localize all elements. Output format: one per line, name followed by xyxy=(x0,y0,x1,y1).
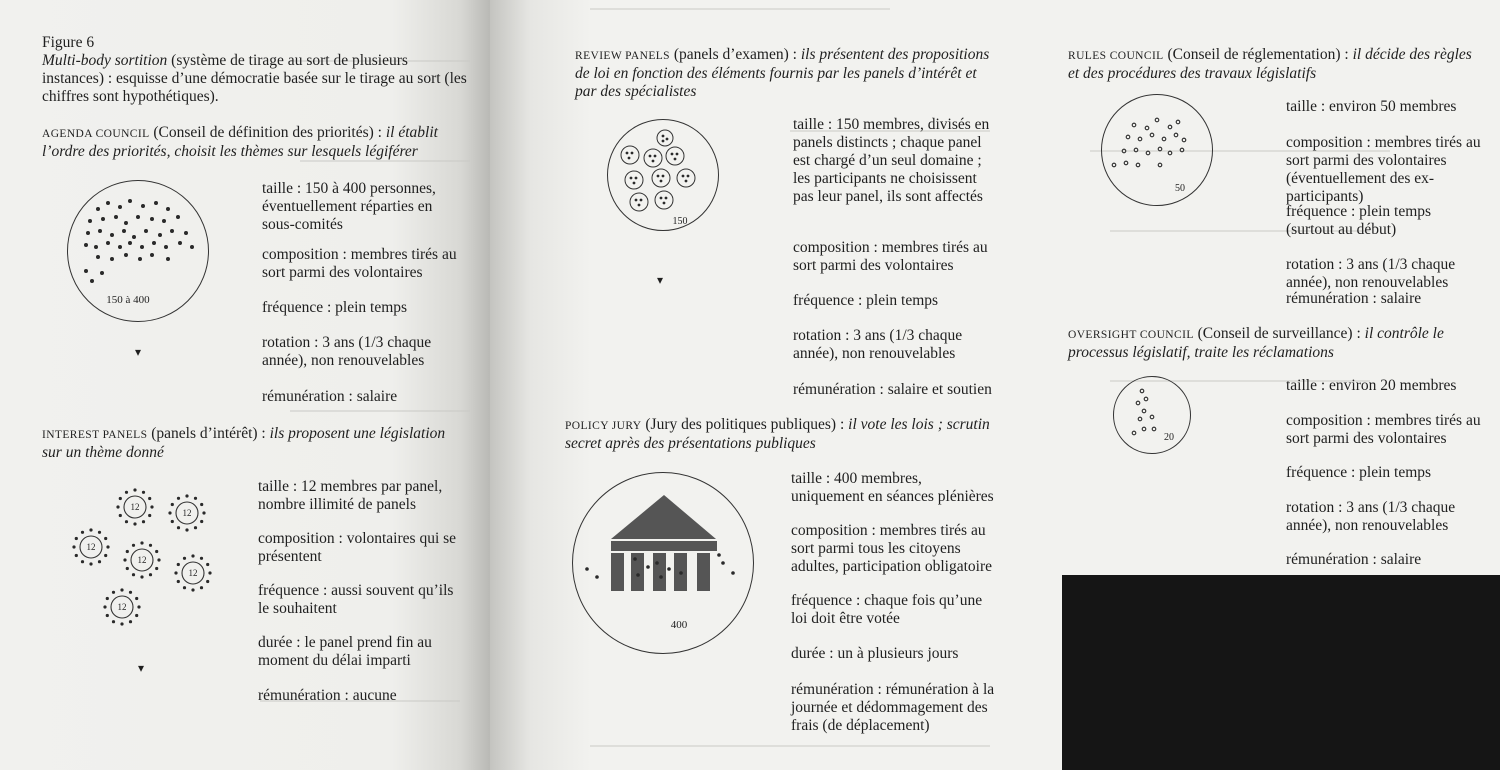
policy-heading xyxy=(565,416,995,453)
review-subpanels xyxy=(608,120,718,230)
agenda-dots xyxy=(68,181,208,321)
rules-rotation: rotation : 3 ans (1/3 chaque année), non renouvelables xyxy=(1286,256,1456,291)
member-dot xyxy=(142,520,145,523)
rules-circle-label: 50 xyxy=(1175,183,1185,194)
rules-dots xyxy=(1102,95,1212,205)
arrow-down-icon: ▾ xyxy=(138,661,145,675)
policy-paren: (Jury des politiques publiques) : xyxy=(641,416,849,433)
interest-taille: taille : 12 membres par panel, nombre illimité de panels xyxy=(258,478,443,513)
member-dot xyxy=(135,597,138,600)
member-dot xyxy=(194,526,197,529)
oversight-circle-label: 20 xyxy=(1164,432,1174,443)
member-dot xyxy=(129,591,132,594)
agenda-circle-label: 150 à 400 xyxy=(106,294,150,306)
interest-frequence: fréquence : aussi souvent qu’ils le souhaitent xyxy=(258,582,454,617)
interest-name: INTEREST PANELS xyxy=(42,429,148,441)
figure-label: Figure 6 xyxy=(42,34,95,51)
member-dot xyxy=(81,560,84,563)
rules-taille: taille : environ 50 membres xyxy=(1286,98,1457,115)
policy-frequence: fréquence : chaque fois qu’une loi doit être votée xyxy=(791,592,983,627)
interest-panels-graphic xyxy=(60,480,240,630)
member-dot xyxy=(120,588,123,591)
member-dot xyxy=(133,522,136,525)
scan-background xyxy=(1062,575,1500,770)
member-dot xyxy=(75,537,78,540)
figure-caption xyxy=(42,34,472,106)
oversight-remuneration: rémunération : salaire xyxy=(1286,551,1422,568)
member-dot xyxy=(148,514,151,517)
rules-circle xyxy=(1101,94,1213,206)
review-composition: composition : membres tirés au sort parmi des volontaires xyxy=(793,239,988,274)
interest-duree: durée : le panel prend fin au moment du délai imparti xyxy=(258,634,432,669)
panel-number: 12 xyxy=(117,602,127,612)
member-dot xyxy=(119,514,122,517)
panel-number: 12 xyxy=(86,542,96,552)
member-dot xyxy=(112,620,115,623)
member-dot xyxy=(104,554,107,557)
review-frequence: fréquence : plein temps xyxy=(793,292,939,309)
agenda-name: AGENDA COUNCIL xyxy=(42,128,150,140)
member-dot xyxy=(177,563,180,566)
oversight-circle xyxy=(1113,376,1191,454)
interest-remuneration: rémunération : aucune xyxy=(258,687,397,704)
member-dot xyxy=(119,497,122,500)
rules-composition: composition : membres tirés au sort parmi des volontaires (éventuellement des ex-participants) xyxy=(1286,134,1481,205)
interest-composition: composition : volontaires qui se présentent xyxy=(258,530,457,565)
review-name: REVIEW PANELS xyxy=(575,50,670,62)
member-dot xyxy=(174,571,177,574)
panel-number: 12 xyxy=(182,508,192,518)
member-dot xyxy=(200,520,203,523)
member-dot xyxy=(183,586,186,589)
member-dot xyxy=(140,575,143,578)
member-dot xyxy=(200,586,203,589)
policy-remuneration: rémunération : rémunération à la journée et dédommagement des frais (de déplacement) xyxy=(791,681,995,734)
agenda-heading xyxy=(42,124,472,161)
member-dot xyxy=(135,614,138,617)
left-page xyxy=(0,0,490,770)
panel-number: 12 xyxy=(130,502,140,512)
member-dot xyxy=(202,511,205,514)
member-dot xyxy=(208,571,211,574)
parliament-building-icon xyxy=(573,473,753,653)
agenda-frequence: fréquence : plein temps xyxy=(262,299,408,316)
interest-desc: ils proposent une législation sur un thème donné xyxy=(42,425,446,461)
review-circle xyxy=(607,119,719,231)
member-dot xyxy=(149,544,152,547)
member-dot xyxy=(89,562,92,565)
policy-circle-label: 400 xyxy=(670,619,688,631)
agenda-rotation: rotation : 3 ans (1/3 chaque année), non renouvelables xyxy=(262,334,432,369)
review-paren: (panels d’examen) : xyxy=(669,46,801,63)
member-dot xyxy=(185,528,188,531)
review-taille: taille : 150 membres, divisés en panels distincts ; chaque panel est chargé d’un seul domaine ; les participants ne choisissent pas leur panel, ils sont affectés xyxy=(793,116,990,205)
member-dot xyxy=(106,614,109,617)
oversight-dots xyxy=(1114,377,1190,453)
member-dot xyxy=(125,520,128,523)
member-dot xyxy=(171,520,174,523)
member-dot xyxy=(125,491,128,494)
member-dot xyxy=(106,597,109,600)
arrow-down-icon: ▾ xyxy=(135,345,142,359)
policy-desc: il vote les lois ; scrutin secret après des présentations publiques xyxy=(565,416,990,452)
member-dot xyxy=(129,620,132,623)
panel-number: 12 xyxy=(137,555,147,565)
panel-number: 12 xyxy=(188,568,198,578)
member-dot xyxy=(200,557,203,560)
oversight-name: OVERSIGHT COUNCIL xyxy=(1068,329,1194,341)
member-dot xyxy=(103,605,106,608)
figure-subtitle: (système de tirage au sort de plusieurs instances) : esquisse d’une démocratie basée sur le tirage au sort (les chiffres sont hypothétiques). xyxy=(42,52,467,105)
member-dot xyxy=(191,554,194,557)
member-dot xyxy=(132,544,135,547)
member-dot xyxy=(183,557,186,560)
member-dot xyxy=(206,580,209,583)
interest-paren: (panels d’intérêt) : xyxy=(147,425,270,442)
member-dot xyxy=(81,531,84,534)
member-dot xyxy=(126,550,129,553)
review-remuneration: rémunération : salaire et soutien xyxy=(793,381,992,398)
oversight-frequence: fréquence : plein temps xyxy=(1286,464,1432,481)
member-dot xyxy=(157,558,160,561)
member-dot xyxy=(112,591,115,594)
member-dot xyxy=(140,541,143,544)
oversight-taille: taille : environ 20 membres xyxy=(1286,377,1457,394)
member-dot xyxy=(89,528,92,531)
member-dot xyxy=(194,497,197,500)
review-desc: ils présentent des propositions de loi en fonction des éléments fournis par les panels d’intérêt et par des spécialistes xyxy=(575,46,990,100)
agenda-taille: taille : 150 à 400 personnes, éventuellement réparties en sous-comités xyxy=(262,180,436,233)
member-dot xyxy=(155,567,158,570)
member-dot xyxy=(191,588,194,591)
member-dot xyxy=(137,605,140,608)
rules-heading xyxy=(1068,46,1483,83)
member-dot xyxy=(104,537,107,540)
member-dot xyxy=(177,580,180,583)
policy-taille: taille : 400 membres, uniquement en séances plénières xyxy=(791,470,994,505)
member-dot xyxy=(206,563,209,566)
member-dot xyxy=(150,505,153,508)
agenda-remuneration: rémunération : salaire xyxy=(262,388,398,405)
policy-composition: composition : membres tirés au sort parmi tous les citoyens adultes, participation obligatoire xyxy=(791,522,993,575)
review-rotation: rotation : 3 ans (1/3 chaque année), non renouvelables xyxy=(793,327,963,362)
review-heading xyxy=(575,46,995,101)
rules-name: RULES COUNCIL xyxy=(1068,50,1164,62)
member-dot xyxy=(185,494,188,497)
member-dot xyxy=(200,503,203,506)
member-dot xyxy=(106,545,109,548)
member-dot xyxy=(120,622,123,625)
agenda-composition: composition : membres tirés au sort parmi des volontaires xyxy=(262,246,457,281)
member-dot xyxy=(171,503,174,506)
interest-heading xyxy=(42,425,467,462)
oversight-composition: composition : membres tirés au sort parmi des volontaires xyxy=(1286,412,1481,447)
member-dot xyxy=(142,491,145,494)
member-dot xyxy=(133,488,136,491)
member-dot xyxy=(72,545,75,548)
oversight-desc: il contrôle le processus législatif, traite les réclamations xyxy=(1068,325,1444,361)
rules-paren: (Conseil de réglementation) : xyxy=(1163,46,1353,63)
arrow-down-icon: ▾ xyxy=(657,273,664,287)
policy-duree: durée : un à plusieurs jours xyxy=(791,645,959,662)
member-dot xyxy=(148,497,151,500)
member-dot xyxy=(75,554,78,557)
member-dot xyxy=(177,497,180,500)
member-dot xyxy=(155,550,158,553)
member-dot xyxy=(98,531,101,534)
oversight-paren: (Conseil de surveillance) : xyxy=(1193,325,1365,342)
review-circle-label: 150 xyxy=(672,216,688,227)
rules-frequence: fréquence : plein temps (surtout au début) xyxy=(1286,203,1432,238)
member-dot xyxy=(177,526,180,529)
policy-circle xyxy=(572,472,754,654)
member-dot xyxy=(126,567,129,570)
agenda-circle xyxy=(67,180,209,322)
member-dot xyxy=(116,505,119,508)
agenda-desc: il établit l’ordre des priorités, choisit les thèmes sur lesquels légiférer xyxy=(42,124,438,160)
member-dot xyxy=(168,511,171,514)
oversight-heading xyxy=(1068,325,1483,362)
oversight-rotation: rotation : 3 ans (1/3 chaque année), non renouvelables xyxy=(1286,499,1456,534)
figure-title: Multi-body sortition xyxy=(42,52,168,69)
member-dot xyxy=(132,573,135,576)
member-dot xyxy=(123,558,126,561)
policy-name: POLICY JURY xyxy=(565,420,642,432)
agenda-paren: (Conseil de définition des priorités) : xyxy=(149,124,386,141)
member-dot xyxy=(98,560,101,563)
rules-remuneration: rémunération : salaire xyxy=(1286,290,1422,307)
member-dot xyxy=(149,573,152,576)
rules-desc: il décide des règles et des procédures des travaux législatifs xyxy=(1068,46,1472,82)
